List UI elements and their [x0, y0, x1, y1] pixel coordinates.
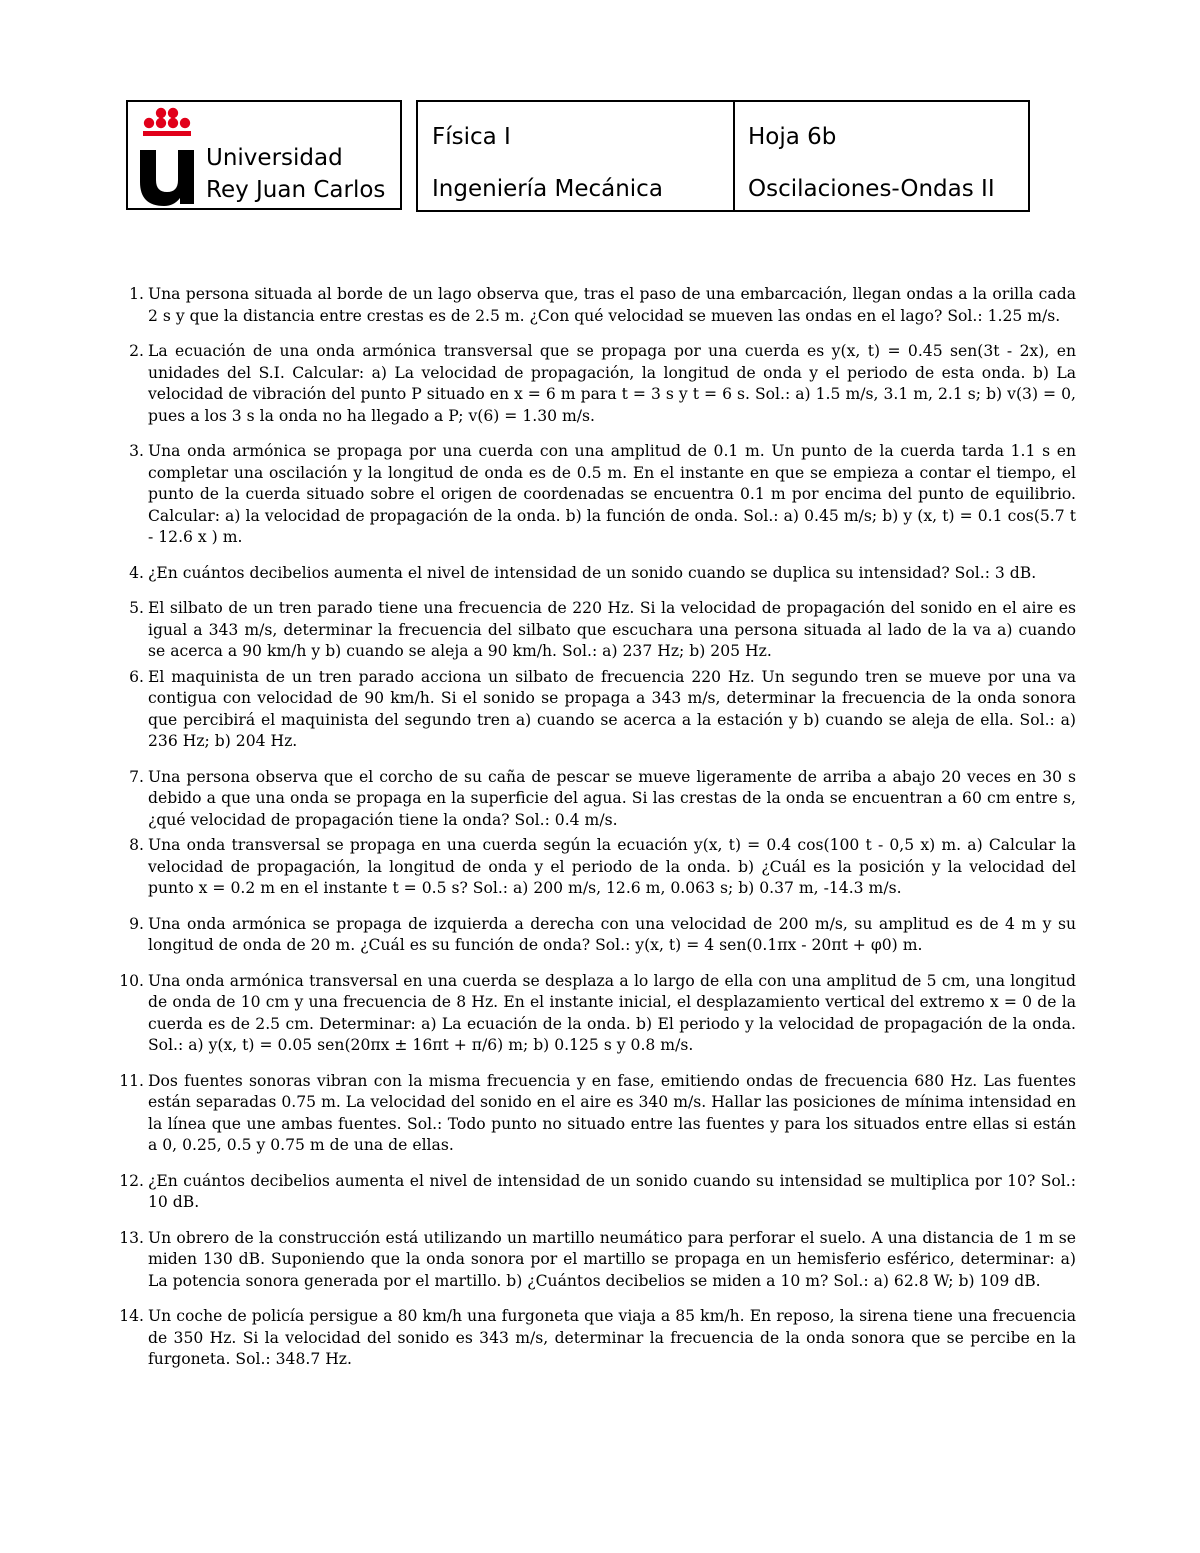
problem-number: 8. — [129, 836, 144, 854]
problem-number: 2. — [129, 342, 144, 360]
course-title: Física I — [432, 124, 511, 150]
problem-number: 11. — [119, 1071, 144, 1090]
problem-number: 7. — [129, 767, 144, 786]
problem-item — [114, 914, 1076, 957]
problem-text: Dos fuentes sonoras vibran con la misma frecuencia y en fase, emitiendo ondas de frecuencia 680 Hz. Las fuentes están separadas 0.75 m. La velocidad del sonido en el aire es 340 m/s. Hallar las posiciones de mínima intensidad en la línea que une ambas fuentes. Sol.: Todo punto no situado entre las fuentes y para los situados entre ellas si están a 0, 0.25, 0.5 y 0.75 m de una de ellas. — [148, 1071, 1076, 1154]
problem-item — [114, 563, 1076, 585]
problem-text: El maquinista de un tren parado acciona un silbato de frecuencia 220 Hz. Un segundo tren se mueve por una va contigua con velocidad de 90 km/h. Si el sonido se propaga a 343 m/s, determinar la frecuencia de la onda sonora que percibirá el maquinista del segundo tren a) cuando se acerca a la estación y b) cuando se aleja de ella. Sol.: a) 236 Hz; b) 204 Hz. — [148, 667, 1076, 750]
problem-item — [114, 598, 1076, 663]
problem-item — [114, 835, 1076, 900]
problem-number: 6. — [129, 667, 144, 686]
problem-text: Una onda armónica se propaga de izquierda a derecha con una velocidad de 200 m/s, su amplitud es de 4 m y su longitud de onda de 20 m. ¿Cuál es su función de onda? Sol.: y(x, t) = 4 sen(0.1πx - 20πt + φ0) m. — [148, 914, 1076, 954]
problem-text: ¿En cuántos decibelios aumenta el nivel de intensidad de un sonido cuando se duplica su intensidad? Sol.: 3 dB. — [148, 563, 1037, 582]
problem-item — [114, 1306, 1076, 1371]
problem-list — [114, 284, 1076, 1371]
topic-title: Oscilaciones-Ondas II — [748, 176, 995, 202]
page-header — [126, 100, 1030, 214]
university-name — [206, 142, 385, 206]
problem-item — [114, 1171, 1076, 1214]
problem-item — [114, 971, 1076, 1057]
problem-number: 3. — [129, 442, 144, 460]
logo-dot — [156, 108, 166, 118]
problem-text: Un coche de policía persigue a 80 km/h una furgoneta que viaja a 85 km/h. En reposo, la sirena tiene una frecuencia de 350 Hz. Si la velocidad del sonido es 343 m/s, determinar la frecuencia de la onda sonora que se percibe en la furgoneta. Sol.: 348.7 Hz. — [148, 1307, 1076, 1368]
problem-number: 1. — [129, 285, 144, 303]
problem-text: Una onda armónica se propaga por una cuerda con una amplitud de 0.1 m. Un punto de la cuerda tarda 1.1 s en completar una oscilación y la longitud de onda es de 0.5 m. En el instante en que se empieza a contar el tiempo, el punto de la cuerda situado sobre el origen de coordenadas se encuentra 0.1 m por encima del punto de equilibrio. Calcular: a) la velocidad de propagación de la onda. b) la función de onda. Sol.: a) 0.45 m/s; b) y (x, t) = 0.1 cos(5.7 t - 12.6 x ) m. — [148, 442, 1076, 546]
logo-dot — [156, 118, 166, 128]
problem-item — [114, 667, 1076, 753]
university-logo-icon — [134, 106, 200, 210]
problem-item — [114, 284, 1076, 327]
course-info-box — [416, 100, 1030, 212]
problem-item — [114, 1228, 1076, 1293]
problem-number: 4. — [129, 563, 144, 582]
problem-item — [114, 441, 1076, 549]
info-box-divider — [733, 102, 735, 210]
problem-number: 5. — [129, 599, 144, 617]
university-logo-box — [126, 100, 402, 210]
logo-dot — [144, 118, 154, 128]
problem-text: Una persona observa que el corcho de su caña de pescar se mueve ligeramente de arriba a abajo 20 veces en 30 s debido a que una onda se propaga en la superficie del agua. Si las crestas de la onda se encuentran a 60 cm entre s, ¿qué velocidad de propagación tiene la onda? Sol.: 0.4 m/s. — [148, 767, 1076, 829]
problem-text: Una onda armónica transversal en una cuerda se desplaza a lo largo de ella con una amplitud de 5 cm, una longitud de onda de 10 cm y una frecuencia de 8 Hz. En el instante inicial, el desplazamiento vertical del extremo x = 0 de la cuerda es de 2.5 cm. Determinar: a) La ecuación de la onda. b) El periodo y la velocidad de propagación de la onda. Sol.: a) y(x, t) = 0.05 sen(20πx ± 16πt + π/6) m; b) 0.125 s y 0.8 m/s. — [148, 971, 1076, 1054]
degree-title: Ingeniería Mecánica — [432, 176, 663, 202]
problem-item — [114, 341, 1076, 427]
problem-number: 10. — [119, 971, 144, 990]
problem-text: Un obrero de la construcción está utilizando un martillo neumático para perforar el suelo. A una distancia de 1 m se miden 130 dB. Suponiendo que la onda sonora por el martillo se propaga en un hemisferio esférico, determinar: a) La potencia sonora generada por el martillo. b) ¿Cuántos decibelios se miden a 10 m? Sol.: a) 62.8 W; b) 109 dB. — [148, 1228, 1076, 1290]
problem-item — [114, 1071, 1076, 1157]
problem-text: Una onda transversal se propaga en una cuerda según la ecuación y(x, t) = 0.4 cos(100 t - 0,5 x) m. a) Calcular la velocidad de propagación, la longitud de onda y el periodo de la onda. b) ¿Cuál es la posición y la velocidad del punto x = 0.2 m en el instante t = 0.5 s? Sol.: a) 200 m/s, 12.6 m, 0.063 s; b) 0.37 m, -14.3 m/s. — [148, 836, 1076, 897]
problem-number: 12. — [119, 1171, 144, 1190]
problem-item — [114, 767, 1076, 832]
problem-number: 9. — [129, 914, 144, 933]
logo-dot — [180, 118, 190, 128]
sheet-title: Hoja 6b — [748, 124, 837, 150]
problem-number: 14. — [119, 1307, 144, 1325]
problem-text: Una persona situada al borde de un lago observa que, tras el paso de una embarcación, llegan ondas a la orilla cada 2 s y que la distancia entre crestas es de 2.5 m. ¿Con qué velocidad se mueven las ondas en el lago? Sol.: 1.25 m/s. — [148, 285, 1076, 325]
logo-dot — [168, 108, 178, 118]
problem-text: La ecuación de una onda armónica transversal que se propaga por una cuerda es y(x, t) = 0.45 sen(3t - 2x), en unidades del S.I. Calcular: a) La velocidad de propagación, la longitud de onda y el periodo de esta onda. b) La velocidad de vibración del punto P situado en x = 6 m para t = 3 s y t = 6 s. Sol.: a) 1.5 m/s, 3.1 m, 2.1 s; b) v(3) = 0, pues a los 3 s la onda no ha llegado a P; v(6) = 1.30 m/s. — [148, 342, 1076, 425]
logo-dot — [168, 118, 178, 128]
university-name-line1: Universidad — [206, 145, 343, 171]
problem-number: 13. — [119, 1228, 144, 1247]
problem-text: El silbato de un tren parado tiene una frecuencia de 220 Hz. Si la velocidad de propagación del sonido en el aire es igual a 343 m/s, determinar la frecuencia del silbato que escuchara una persona situada al lado de la va a) cuando se acerca a 90 km/h y b) cuando se aleja a 90 km/h. Sol.: a) 237 Hz; b) 205 Hz. — [148, 599, 1076, 660]
logo-bar — [143, 131, 191, 136]
university-name-line2: Rey Juan Carlos — [206, 177, 386, 203]
problem-text: ¿En cuántos decibelios aumenta el nivel de intensidad de un sonido cuando su intensidad se multiplica por 10? Sol.: 10 dB. — [148, 1171, 1076, 1211]
